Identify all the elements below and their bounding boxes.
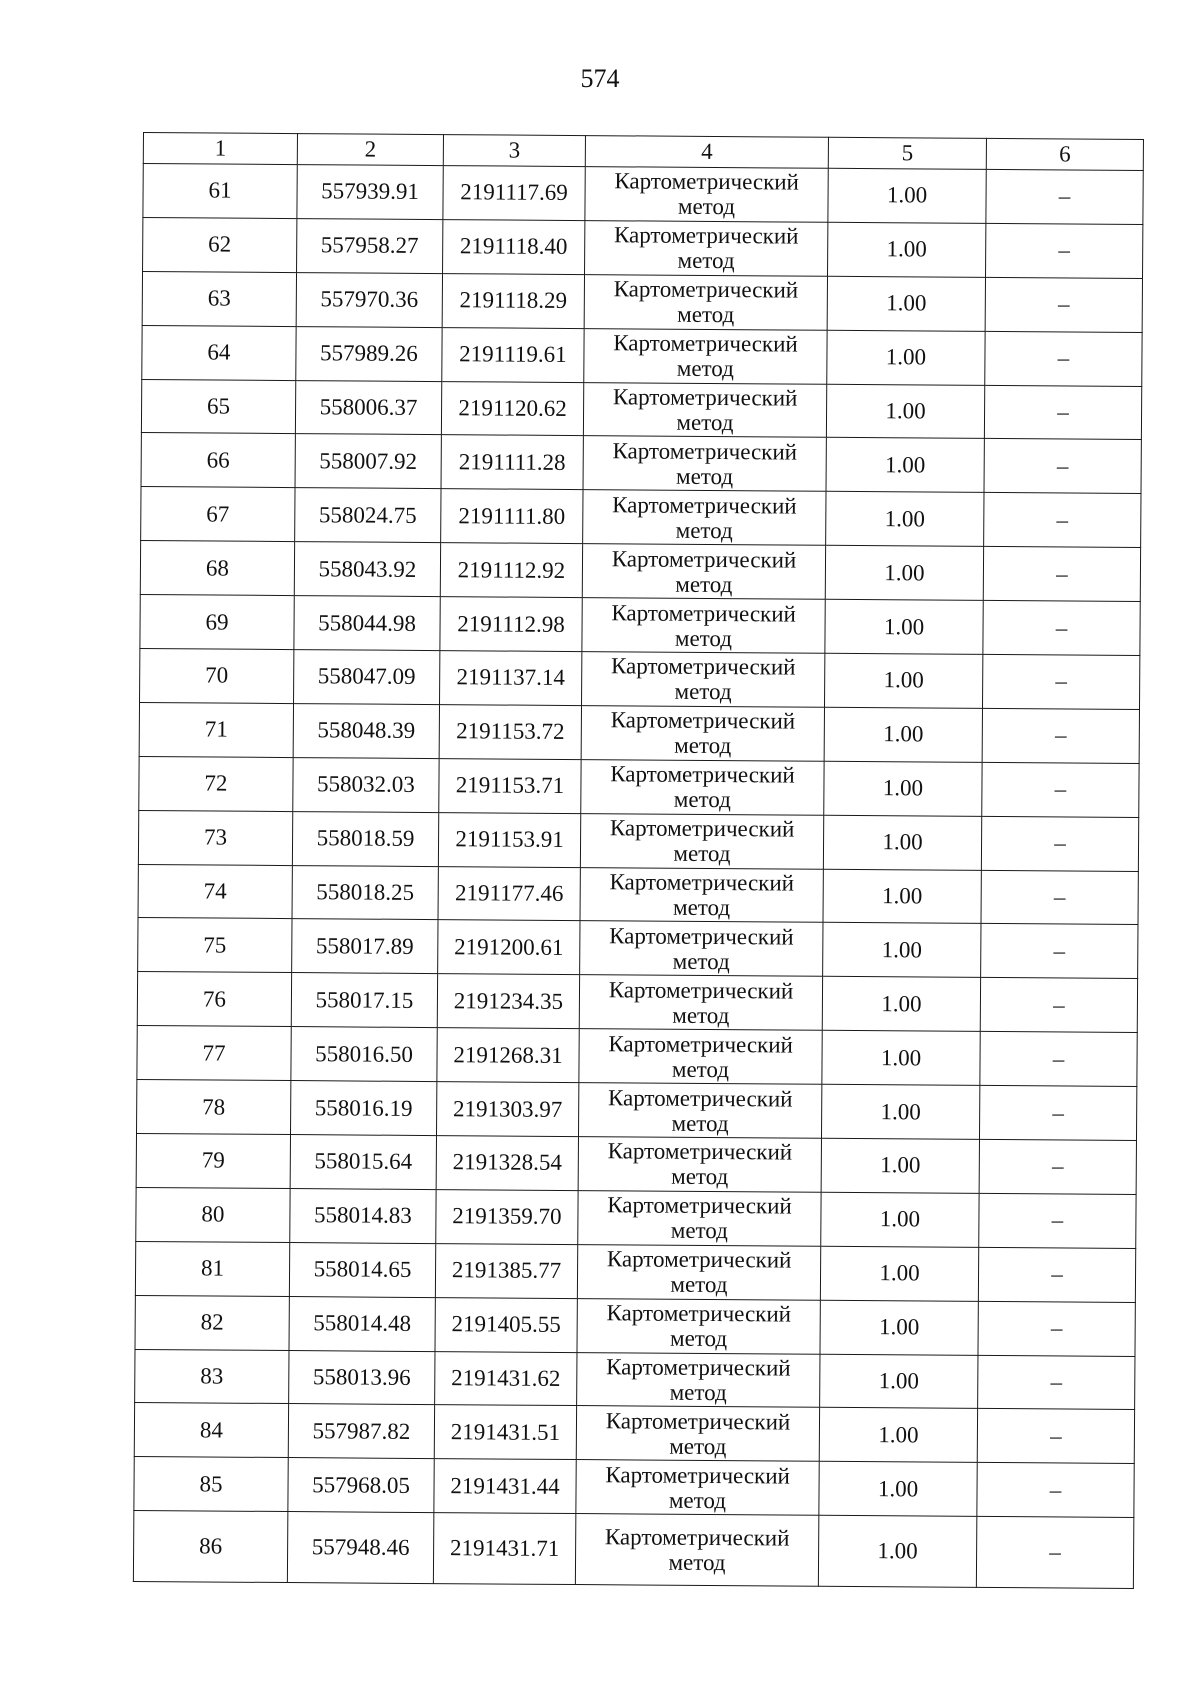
- table-row: [134, 1403, 1134, 1464]
- accuracy-cell: 1.00: [821, 1138, 979, 1193]
- method-cell: [583, 436, 826, 492]
- y-coordinate-cell: 2191119.61: [442, 327, 584, 382]
- table-row: [137, 1080, 1137, 1141]
- point-number-cell: 68: [140, 541, 294, 596]
- point-number-cell: 62: [143, 217, 297, 272]
- method-text-line-2: метод: [673, 840, 731, 867]
- y-coordinate-cell: 2191431.62: [435, 1351, 577, 1406]
- point-number-cell: 81: [135, 1241, 289, 1296]
- accuracy-cell: 1.00: [823, 869, 981, 924]
- method-cell: [576, 1460, 819, 1516]
- note-cell: –: [982, 654, 1139, 709]
- table-row: [142, 271, 1142, 332]
- table-row: [137, 972, 1137, 1033]
- point-number-cell: 66: [141, 433, 295, 488]
- note-cell: –: [980, 1032, 1137, 1087]
- method-text-line-1: Картометрический: [607, 1192, 792, 1219]
- table-row: [139, 702, 1139, 763]
- note-cell: –: [980, 978, 1137, 1033]
- table-row: [142, 325, 1142, 386]
- accuracy-cell: 1.00: [828, 222, 986, 277]
- point-number-cell: 71: [139, 702, 293, 757]
- method-text-line-2: метод: [674, 733, 732, 759]
- method-text-line-1: Картометрический: [612, 438, 798, 465]
- method-text-line-1: Картометрический: [610, 761, 795, 788]
- accuracy-cell: 1.00: [826, 492, 984, 547]
- method-text-line-2: метод: [677, 301, 735, 328]
- method-cell: [578, 1083, 821, 1139]
- method-cell: [584, 328, 827, 384]
- x-coordinate-cell: 558015.64: [290, 1135, 436, 1190]
- method-text-line-2: метод: [672, 1002, 730, 1028]
- method-text-line-1: Картометрический: [605, 1462, 790, 1489]
- y-coordinate-cell: 2191111.80: [441, 489, 583, 544]
- method-text-line-1: Картометрический: [613, 276, 799, 303]
- method-text-line-1: Картометрический: [611, 545, 797, 573]
- column-header: 6: [986, 138, 1143, 170]
- method-text-line-1: Картометрический: [606, 1354, 791, 1381]
- note-cell: –: [977, 1463, 1134, 1518]
- method-text-line-1: Картометрический: [605, 1408, 791, 1435]
- y-coordinate-cell: 2191268.31: [437, 1028, 579, 1083]
- method-cell: [580, 813, 823, 869]
- y-coordinate-cell: 2191120.62: [441, 381, 583, 436]
- y-coordinate-cell: 2191328.54: [436, 1136, 578, 1191]
- x-coordinate-cell: 558014.48: [289, 1296, 435, 1351]
- y-coordinate-cell: 2191112.92: [440, 543, 582, 598]
- accuracy-cell: 1.00: [827, 276, 985, 331]
- method-text-line-1: Картометрический: [612, 492, 797, 519]
- column-header: 4: [585, 136, 828, 169]
- accuracy-cell: 1.00: [823, 923, 981, 978]
- y-coordinate-cell: 2191431.71: [433, 1513, 575, 1585]
- method-cell: [576, 1406, 819, 1462]
- method-text-line-2: метод: [668, 1549, 726, 1576]
- table-row: [141, 379, 1141, 440]
- table-row: [133, 1511, 1133, 1589]
- note-cell: –: [982, 762, 1139, 817]
- accuracy-cell: 1.00: [824, 761, 982, 816]
- method-text-line-2: метод: [673, 786, 731, 813]
- accuracy-cell: 1.00: [820, 1246, 978, 1301]
- y-coordinate-cell: 2191200.61: [438, 920, 580, 975]
- note-cell: –: [984, 385, 1141, 440]
- point-number-cell: 64: [142, 325, 296, 380]
- accuracy-cell: 1.00: [822, 1031, 980, 1086]
- x-coordinate-cell: 558016.50: [291, 1027, 437, 1082]
- coordinates-table: [133, 132, 1144, 1589]
- method-cell: [584, 274, 827, 330]
- point-number-cell: 73: [138, 810, 292, 865]
- method-text-line-1: Картометрический: [610, 653, 796, 681]
- method-cell: [577, 1352, 820, 1408]
- table-row: [138, 810, 1138, 871]
- note-cell: –: [976, 1517, 1133, 1589]
- method-text-line-2: метод: [668, 1487, 727, 1513]
- x-coordinate-cell: 558016.19: [291, 1081, 437, 1136]
- note-cell: –: [979, 1193, 1136, 1248]
- method-cell: [577, 1298, 820, 1354]
- method-text-line-2: метод: [671, 1164, 729, 1190]
- y-coordinate-cell: 2191234.35: [437, 974, 579, 1029]
- accuracy-cell: 1.00: [820, 1300, 978, 1355]
- point-number-cell: 80: [136, 1187, 290, 1242]
- y-coordinate-cell: 2191177.46: [438, 866, 580, 921]
- x-coordinate-cell: 557987.82: [288, 1404, 434, 1459]
- y-coordinate-cell: 2191359.70: [436, 1189, 578, 1244]
- method-cell: [577, 1244, 820, 1300]
- point-number-cell: 76: [137, 972, 291, 1027]
- note-cell: –: [983, 547, 1140, 602]
- point-number-cell: 82: [135, 1295, 289, 1350]
- method-text-line-1: Картометрический: [608, 1030, 793, 1058]
- y-coordinate-cell: 2191118.29: [442, 273, 584, 328]
- accuracy-cell: 1.00: [826, 384, 984, 439]
- method-cell: [580, 867, 823, 923]
- y-coordinate-cell: 2191405.55: [435, 1297, 577, 1352]
- y-coordinate-cell: 2191431.51: [434, 1405, 576, 1460]
- table-row: [136, 1134, 1136, 1195]
- x-coordinate-cell: 558018.25: [292, 865, 438, 920]
- y-coordinate-cell: 2191385.77: [435, 1243, 577, 1298]
- accuracy-cell: 1.00: [825, 653, 983, 708]
- method-text-line-2: метод: [671, 1110, 729, 1136]
- method-text-line-2: метод: [669, 1379, 727, 1406]
- point-number-cell: 83: [135, 1349, 289, 1404]
- x-coordinate-cell: 558032.03: [293, 757, 439, 812]
- method-text-line-1: Картометрический: [609, 869, 795, 896]
- x-coordinate-cell: 558044.98: [294, 596, 440, 651]
- x-coordinate-cell: 558013.96: [289, 1350, 435, 1405]
- x-coordinate-cell: 558017.89: [292, 919, 438, 974]
- method-text-line-1: Картометрический: [607, 1138, 793, 1166]
- column-header: 5: [828, 137, 986, 169]
- table-row: [135, 1349, 1135, 1410]
- accuracy-cell: 1.00: [820, 1354, 978, 1409]
- accuracy-cell: 1.00: [819, 1462, 977, 1517]
- method-cell: [585, 220, 828, 276]
- table-row: [135, 1241, 1135, 1302]
- method-text-line-1: Картометрический: [614, 168, 800, 196]
- point-number-cell: 85: [134, 1457, 288, 1512]
- method-cell: [583, 382, 826, 438]
- method-text-line-2: метод: [672, 948, 730, 975]
- method-text-line-1: Картометрический: [609, 923, 794, 950]
- method-text-line-1: Картометрический: [608, 977, 794, 1004]
- point-number-cell: 70: [140, 649, 294, 704]
- method-text-line-2: метод: [669, 1325, 728, 1352]
- x-coordinate-cell: 558014.83: [290, 1188, 436, 1243]
- method-text-line-1: Картометрический: [610, 707, 796, 734]
- accuracy-cell: 1.00: [819, 1408, 977, 1463]
- note-cell: –: [983, 601, 1140, 656]
- x-coordinate-cell: 557939.91: [297, 165, 443, 220]
- method-text-line-1: Картометрический: [609, 815, 795, 842]
- note-cell: –: [978, 1301, 1135, 1356]
- table-body: [133, 164, 1143, 1589]
- method-text-line-2: метод: [671, 1056, 730, 1082]
- method-text-line-2: метод: [674, 679, 732, 705]
- x-coordinate-cell: 558007.92: [295, 434, 441, 489]
- method-cell: [581, 705, 824, 761]
- method-text-line-2: метод: [669, 1433, 727, 1460]
- x-coordinate-cell: 558006.37: [295, 380, 441, 435]
- method-text-line-2: метод: [675, 463, 734, 490]
- y-coordinate-cell: 2191111.28: [441, 435, 583, 490]
- method-cell: [581, 759, 824, 815]
- accuracy-cell: 1.00: [825, 546, 983, 601]
- column-header: 3: [443, 135, 585, 167]
- note-cell: –: [981, 924, 1138, 979]
- method-text-line-1: Картометрический: [606, 1300, 792, 1327]
- accuracy-cell: 1.00: [821, 1192, 979, 1247]
- y-coordinate-cell: 2191303.97: [437, 1082, 579, 1137]
- method-cell: [583, 490, 826, 546]
- accuracy-cell: 1.00: [825, 599, 983, 654]
- point-number-cell: 78: [137, 1080, 291, 1135]
- note-cell: –: [985, 277, 1142, 332]
- note-cell: –: [982, 708, 1139, 763]
- method-text-line-1: Картометрический: [606, 1246, 792, 1273]
- point-number-cell: 67: [141, 487, 295, 542]
- y-coordinate-cell: 2191112.98: [440, 597, 582, 652]
- point-number-cell: 63: [142, 271, 296, 326]
- x-coordinate-cell: 557948.46: [287, 1512, 433, 1584]
- method-text-line-2: метод: [677, 194, 736, 220]
- note-cell: –: [978, 1247, 1135, 1302]
- note-cell: –: [984, 439, 1141, 494]
- accuracy-cell: 1.00: [824, 707, 982, 762]
- method-text-line-2: метод: [677, 248, 735, 274]
- method-text-line-1: Картометрический: [611, 599, 796, 627]
- table-row: [137, 1026, 1137, 1087]
- method-cell: [585, 167, 828, 223]
- point-number-cell: 61: [143, 164, 297, 219]
- method-text-line-2: метод: [670, 1218, 728, 1244]
- accuracy-cell: 1.00: [821, 1084, 979, 1139]
- note-cell: –: [986, 169, 1143, 224]
- method-cell: [582, 544, 825, 600]
- method-text-line-2: метод: [676, 409, 734, 436]
- y-coordinate-cell: 2191431.44: [434, 1459, 576, 1514]
- x-coordinate-cell: 557968.05: [288, 1458, 434, 1513]
- table-row: [134, 1457, 1134, 1518]
- accuracy-cell: 1.00: [823, 815, 981, 870]
- table-row: [139, 756, 1139, 817]
- method-cell: [580, 921, 823, 977]
- table-row: [140, 595, 1140, 656]
- x-coordinate-cell: 557970.36: [296, 272, 442, 327]
- point-number-cell: 77: [137, 1026, 291, 1081]
- x-coordinate-cell: 557958.27: [297, 218, 443, 273]
- y-coordinate-cell: 2191153.72: [439, 704, 581, 759]
- x-coordinate-cell: 558043.92: [294, 542, 440, 597]
- y-coordinate-cell: 2191153.91: [438, 812, 580, 867]
- table-row: [138, 918, 1138, 979]
- x-coordinate-cell: 558047.09: [294, 650, 440, 705]
- y-coordinate-cell: 2191153.71: [439, 758, 581, 813]
- point-number-cell: 75: [138, 918, 292, 973]
- accuracy-cell: 1.00: [822, 977, 980, 1032]
- method-cell: [579, 1029, 822, 1085]
- note-cell: –: [978, 1355, 1135, 1410]
- table-row: [141, 433, 1141, 494]
- method-cell: [578, 1190, 821, 1246]
- method-cell: [575, 1514, 818, 1587]
- note-cell: –: [984, 493, 1141, 548]
- method-text-line-1: Картометрический: [604, 1524, 790, 1551]
- method-text-line-1: Картометрический: [612, 384, 798, 411]
- column-header: 2: [297, 134, 443, 166]
- accuracy-cell: 1.00: [818, 1516, 976, 1588]
- table-row: [136, 1187, 1136, 1248]
- table-row: [141, 487, 1141, 548]
- x-coordinate-cell: 558048.39: [293, 703, 439, 758]
- method-text-line-2: метод: [672, 894, 731, 921]
- point-number-cell: 84: [134, 1403, 288, 1458]
- note-cell: –: [981, 816, 1138, 871]
- method-text-line-2: метод: [675, 517, 733, 543]
- point-number-cell: 72: [139, 756, 293, 811]
- table-row: [140, 541, 1140, 602]
- table-row: [138, 864, 1138, 925]
- method-text-line-1: Картометрический: [607, 1084, 793, 1112]
- y-coordinate-cell: 2191137.14: [440, 651, 582, 706]
- method-cell: [578, 1137, 821, 1193]
- method-cell: [582, 652, 825, 708]
- page-number: 574: [580, 64, 620, 93]
- method-text-line-1: Картометрический: [613, 330, 798, 357]
- method-text-line-2: метод: [676, 355, 734, 382]
- table-row: [135, 1295, 1135, 1356]
- method-text-line-1: Картометрический: [613, 222, 799, 249]
- note-cell: –: [979, 1139, 1136, 1194]
- x-coordinate-cell: 557989.26: [296, 326, 442, 381]
- column-header: 1: [143, 133, 297, 165]
- table-row: [143, 164, 1143, 225]
- note-cell: –: [981, 870, 1138, 925]
- accuracy-cell: 1.00: [827, 330, 985, 385]
- y-coordinate-cell: 2191117.69: [443, 166, 585, 221]
- note-cell: –: [977, 1409, 1134, 1464]
- point-number-cell: 65: [141, 379, 295, 434]
- point-number-cell: 86: [133, 1511, 287, 1583]
- method-cell: [582, 598, 825, 654]
- table-row: [140, 649, 1140, 710]
- method-text-line-2: метод: [670, 1271, 728, 1298]
- x-coordinate-cell: 558017.15: [291, 973, 437, 1028]
- note-cell: –: [986, 223, 1143, 278]
- x-coordinate-cell: 558024.75: [295, 488, 441, 543]
- point-number-cell: 74: [138, 864, 292, 919]
- x-coordinate-cell: 558018.59: [292, 811, 438, 866]
- method-cell: [579, 975, 822, 1031]
- accuracy-cell: 1.00: [828, 168, 986, 223]
- note-cell: –: [979, 1086, 1136, 1141]
- x-coordinate-cell: 558014.65: [289, 1242, 435, 1297]
- method-text-line-2: метод: [675, 571, 733, 597]
- point-number-cell: 79: [136, 1134, 290, 1189]
- note-cell: –: [985, 331, 1142, 386]
- accuracy-cell: 1.00: [826, 438, 984, 493]
- y-coordinate-cell: 2191118.40: [443, 219, 585, 274]
- table-row: [143, 217, 1143, 278]
- point-number-cell: 69: [140, 595, 294, 650]
- method-text-line-2: метод: [674, 625, 733, 651]
